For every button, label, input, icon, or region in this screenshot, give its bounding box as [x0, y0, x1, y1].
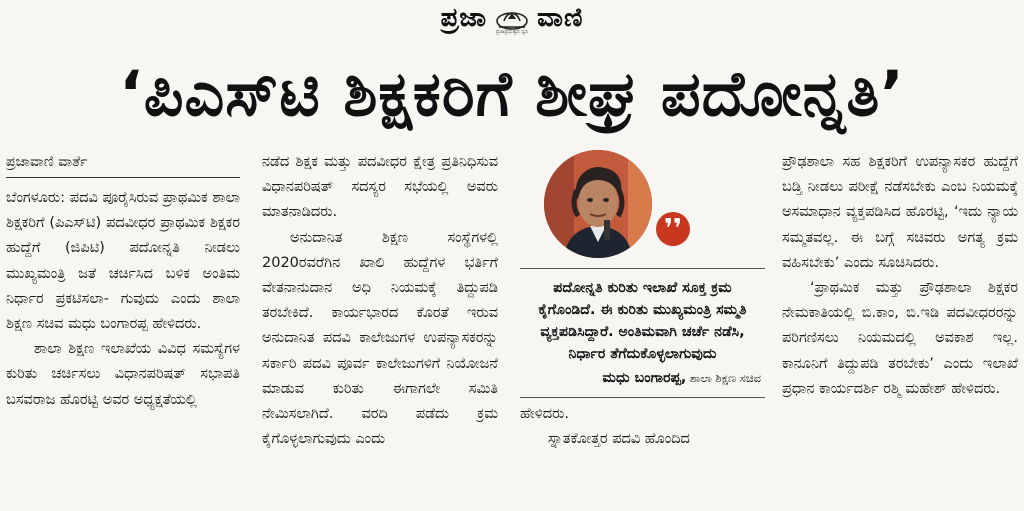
byline: ಪ್ರಜಾವಾಣಿ ವಾರ್ತೆ [6, 150, 240, 178]
masthead [0, 0, 1024, 36]
photo-area [520, 150, 765, 260]
article-column-3 [520, 150, 765, 511]
masthead-brand-left: ಪ್ರಜಾ [440, 2, 488, 33]
article-column-4 [782, 150, 1018, 511]
article-paragraph: ನಡೆದ ಶಿಕ್ಷಕ ಮತ್ತು ಪದವೀಧರ ಕ್ಷೇತ್ರ ಪ್ರತಿನಿಧಿಸುವ ವಿಧಾನಪರಿಷತ್ ಸದಸ್ಯರ ಸಭೆಯಲ್ಲಿ ಅವರು ಮಾತನಾಡಿದರು. [262, 154, 498, 221]
attribution-role: ಶಾಲಾ ಶಿಕ್ಷಣ ಸಚಿವ [686, 371, 761, 385]
article-paragraph: ಹೇಳಿದರು. [520, 406, 569, 422]
article-paragraph: ಪ್ರೌಢಶಾಲಾ ಸಹ ಶಿಕ್ಷಕರಿಗೆ ಉಪನ್ಯಾಸಕರ ಹುದ್ದೆಗೆ ಬಡ್ತಿ ನೀಡಲು ಪರೀಕ್ಷೆ ನಡೆಸಬೇಕು ಎಂಬ ನಿಯಮಕ್ಕೆ ಅಸಮಾಧಾನ ವ್ಯಕ್ತಪಡಿಸಿದ ಹೊರಟ್ಟಿ, ‘ಇದು ನ್ಯಾಯ ಸಮ್ಮತವಲ್ಲ. ಈ ಬಗ್ಗೆ ಸಚಿವರು ಅಗತ್ಯ ಕ್ರಮ ವಹಿಸಬೇಕು’ ಎಂದು ಸೂಚಿಸಿದರು. [782, 154, 1018, 271]
attribution-name: ಮಧು ಬಂಗಾರಪ್ಪ, [602, 370, 687, 386]
article-paragraph: ಶಾಲಾ ಶಿಕ್ಷಣ ಇಲಾಖೆಯ ವಿವಿಧ ಸಮಸ್ಯೆಗಳ ಕುರಿತು ಚರ್ಚಿಸಲು ವಿಧಾನಪರಿಷತ್ ಸಭಾಪತಿ ಬಸವರಾಜ ಹೊರಟ್ಟಿ ಅವರ ಅಧ್ಯಕ್ಷತೆಯಲ್ಲಿ [6, 341, 240, 408]
headline: ‘ಪಿಎಸ್‌ಟಿ ಶಿಕ್ಷಕರಿಗೆ ಶೀಘ್ರ ಪದೋನ್ನತಿ’ [119, 57, 905, 130]
masthead-brand-right: ವಾಣಿ [537, 2, 584, 33]
pull-quote-text: ಪದೋನ್ನತಿ ಕುರಿತು ಇಲಾಖೆ ಸೂಕ್ತ ಕ್ರಮ ಕೈಗೊಂಡಿದೆ. ಈ ಕುರಿತು ಮುಖ್ಯಮಂತ್ರಿ ಸಮ್ಮತಿ ವ್ಯಕ್ತಪಡಿಸಿದ್ದಾರೆ. ಅಂತಿಮವಾಗಿ ಚರ್ಚೆ ನಡೆಸಿ, ನಿರ್ಧಾರ ತೆಗೆದುಕೊಳ್ಳಲಾಗುವುದು [538, 280, 747, 362]
article-paragraph: ಅನುದಾನಿತ ಶಿಕ್ಷಣ ಸಂಸ್ಥೆಗಳಲ್ಲಿ 2020ರವರೆಗಿನ ಖಾಲಿ ಹುದ್ದೆಗಳ ಭರ್ತಿಗೆ ವೇತನಾನುದಾನ ಅಧಿ ನಿಯಮಕ್ಕೆ ತಿದ್ದುಪಡಿ ತರಬೇಕಿದೆ. ಕಾರ್ಯಭಾರದ ಕೊರತೆ ಇರುವ ಅನುದಾನಿತ ಪದವಿ ಕಾಲೇಜುಗಳ ಉಪನ್ಯಾಸಕರನ್ನು ಸರ್ಕಾರಿ ಪದವಿ ಪೂರ್ವ ಕಾಲೇಜುಗಳಿಗೆ ನಿಯೋಜನೆ ಮಾಡುವ ಕುರಿತು ಈಗಾಗಲೇ ಸಮಿತಿ ನೇಮಿಸಲಾಗಿದೆ. ವರದಿ ಪಡೆದು ಕ್ರಮ ಕೈಗೊಳ್ಳಲಾಗುವುದು ಎಂದು [262, 229, 498, 448]
quote-divider [520, 268, 765, 269]
article-paragraph: ಬೆಂಗಳೂರು: ಪದವಿ ಪೂರೈಸಿರುವ ಪ್ರಾಥಮಿಕ ಶಾಲಾ ಶಿಕ್ಷಕರಿಗೆ (ಪಿಎಸ್‌ಟಿ) ಪದವೀಧರ ಪ್ರಾಥಮಿಕ ಶಿಕ್ಷಕರ ಹುದ್ದೆಗೆ (ಜಿಪಿಟಿ) ಪದೋನ್ನತಿ ನೀಡಲು ಮುಖ್ಯಮಂತ್ರಿ ಜತೆ ಚರ್ಚಿಸಿದ ಬಳಿಕ ಅಂತಿಮ ನಿರ್ಧಾರ ಪ್ರಕಟಿಸಲಾ- ಗುವುದು ಎಂದು ಶಾಲಾ ಶಿಕ್ಷಣ ಸಚಿವ ಮಧು ಬಂಗಾರಪ್ಪ ಹೇಳಿದರು. [6, 190, 240, 333]
article-column-1 [6, 150, 240, 511]
article-paragraph: ಸ್ನಾತಕೋತ್ತರ ಪದವಿ ಹೊಂದಿದ [548, 431, 690, 448]
pull-quote-attribution [524, 367, 761, 389]
article-column-2 [262, 150, 498, 511]
portrait-illustration [544, 150, 652, 258]
quote-mark-icon: ❜❜ [656, 212, 690, 246]
pull-quote [520, 273, 765, 389]
column-3-continuation [520, 402, 765, 452]
minister-portrait [544, 150, 652, 258]
newspaper-emblem-icon [495, 5, 529, 31]
quote-divider-bottom [520, 397, 765, 398]
article-paragraph: ‘ಪ್ರಾಥಮಿಕ ಮತ್ತು ಪ್ರೌಢಶಾಲಾ ಶಿಕ್ಷಕರ ನೇಮಕಾತಿಯಲ್ಲಿ ಬಿ.ಕಾಂ, ಬಿ.ಇಡಿ ಪದವೀಧರರನ್ನು ಪರಿಗಣಿಸಲು ನಿಯಮದಲ್ಲಿ ಅವಕಾಶ ಇಲ್ಲ. ಕಾನೂನಿಗೆ ತಿದ್ದುಪಡಿ ತರಬೇಕು’ ಎಂದು ಇಲಾಖೆ ಪ್ರಧಾನ ಕಾರ್ಯದರ್ಶಿ ರಶ್ಮಿ ಮಹೇಶ್ ಹೇಳಿದರು. [782, 280, 1018, 397]
masthead-tagline: ಪ್ರಜಾಪ್ರಭುತ್ವದ ಧ್ವನಿ [495, 29, 529, 35]
